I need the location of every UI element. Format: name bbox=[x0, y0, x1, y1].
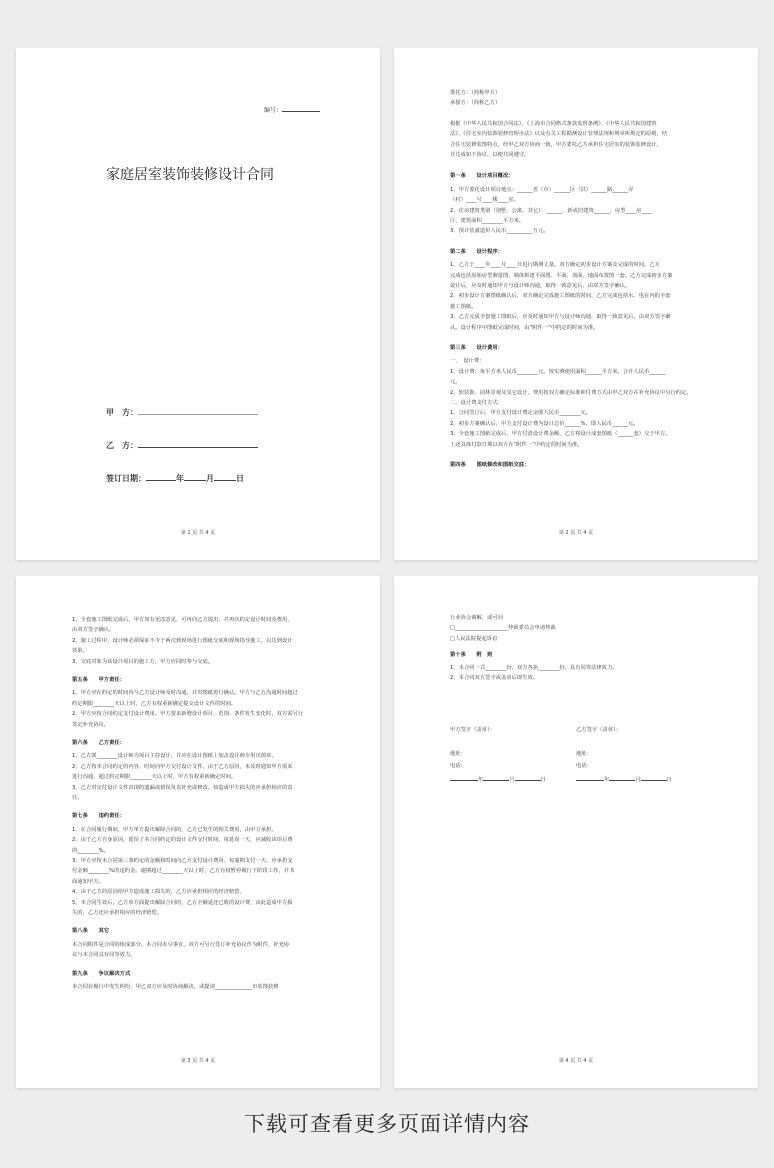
date-month: 月 bbox=[509, 777, 515, 783]
date-day: 日 bbox=[236, 474, 244, 483]
body-line: 由双方签字确认。 bbox=[72, 627, 115, 634]
date-b bbox=[576, 775, 672, 784]
body-line: 行业协会调解，或可向 bbox=[450, 615, 503, 621]
body-line: 并达成如下协议，以便共同遵守。 bbox=[450, 152, 530, 158]
date-year: 年 bbox=[604, 777, 610, 783]
sign-b-label: 乙方签字（盖章）： bbox=[576, 727, 622, 733]
section-heading: 第三条 设计费用： bbox=[450, 345, 503, 351]
section-heading: 第一条 设计项目概况： bbox=[450, 173, 514, 180]
body-line: 3、乙方对交付设计文件出现的遗漏或错误负责补充或修改。如造成甲方损失的应承担相应的责 bbox=[72, 784, 293, 791]
sign-a-label: 甲方签字（盖章）： bbox=[450, 727, 496, 733]
body-line: 任。 bbox=[72, 795, 83, 801]
date-month: 月 bbox=[206, 474, 214, 483]
body-line: 1、全套施工图纸完成后，甲方如有更改意见，可再向乙方提出，并再次约定设计时间及费用， bbox=[72, 617, 293, 623]
body-line: 施工图纸。 bbox=[450, 303, 477, 310]
date-a bbox=[450, 775, 546, 784]
body-line: 3、交底对象为该设计项目的施工方，甲方应同时参与交底。 bbox=[72, 658, 214, 665]
body-line: 进行沟通，超过约定期限________天以上时，甲方有权重新确定时间。 bbox=[72, 774, 237, 781]
body-line: 1、设计费：每平方米人民币________元，按实测使用面积______平方米，合计人民币______ bbox=[450, 368, 666, 375]
section-heading: 第四条 图纸修改和图纸交底： bbox=[450, 462, 530, 468]
section-heading: 第十条 附 则 bbox=[450, 652, 493, 659]
body-line: 厅，建筑面积________平方米。 bbox=[450, 218, 525, 224]
section-heading: 第二条 设计程序： bbox=[450, 248, 503, 255]
party-a-label: 甲 方： bbox=[106, 408, 138, 417]
date-year: 年 bbox=[478, 777, 484, 783]
page-footer: 第 3 页 共 4 页 bbox=[180, 1058, 216, 1064]
date-day: 日 bbox=[540, 777, 546, 783]
body-line: 本合同附件是合同的组成部分。本合同未尽事宜，双方可另行签订补充协议作为附件，补充协 bbox=[72, 941, 290, 948]
body-line: 1、乙方于____年____月____日进行勘测丈量。双方确定初步设计方案及完成的时间。乙方 bbox=[450, 262, 660, 269]
body-line: 合住宅装修装饰特点，经甲乙双方协商一致，甲方委托乙方承担住宅居室的装饰装修设计， bbox=[450, 141, 662, 148]
section-heading: 第九条 争议解决方式 bbox=[72, 970, 131, 977]
page-footer: 第 4 页 共 4 页 bbox=[558, 1058, 594, 1064]
body-line: 委托方：（简称甲方） bbox=[450, 90, 501, 96]
body-line: 1、本合同一式________份，双方各执________份，具有同等法律效力。 bbox=[450, 664, 618, 671]
body-line: 失的，乙方还应承担相应的经济赔偿。 bbox=[72, 910, 163, 916]
contract-cover-page bbox=[16, 48, 380, 560]
section-heading: 第五条 甲方责任： bbox=[72, 677, 125, 683]
body-line: □____________________仲裁委员会申请仲裁 bbox=[450, 625, 556, 632]
body-line: 面通知甲方。 bbox=[72, 878, 104, 885]
address-a: 地址： bbox=[450, 751, 466, 757]
body-line: 上述具体付款日期以双方在“附件一”中约定的时间为准。 bbox=[450, 441, 583, 448]
address-b: 地址： bbox=[576, 751, 592, 757]
body-line: □人民法院提起诉讼 bbox=[450, 635, 498, 642]
body-line: 承接方：（简称乙方） bbox=[450, 100, 501, 107]
body-line: 元。 bbox=[450, 379, 461, 386]
date-month: 月 bbox=[635, 777, 641, 783]
body-line: 2、施工过程中，设计师必须保证不少于两次到现场进行图纸交底和现场指导施工，以达到设计 bbox=[72, 637, 293, 644]
body-line: 二、设计费支付方式： bbox=[450, 400, 503, 406]
sign-date-label: 签订日期： bbox=[106, 474, 146, 483]
body-line: （村）____号____楼____室。 bbox=[450, 197, 519, 204]
body-line: 2、乙方按本合同约定的内容、时间向甲方交付设计文件。由于乙方原因，未及时通知甲方需来 bbox=[72, 763, 293, 770]
section-heading: 第八条 其它 bbox=[72, 928, 110, 935]
body-line: 认。设计程序中图纸完成时间，由“附件一”中约定的时间为准。 bbox=[450, 324, 599, 331]
phone-a: 电话： bbox=[450, 763, 466, 769]
date-day: 日 bbox=[666, 777, 672, 783]
body-line: 议与本合同具有同等效力。 bbox=[72, 952, 136, 959]
body-line: 1、在合同履行期间，甲方单方提出解除合同的，乙方已发生的相关费用，由甲方承担。 bbox=[72, 826, 277, 833]
body-line: 效果。 bbox=[72, 648, 88, 655]
body-line: 2、初步设计方案图纸确认后，双方确定完成施工图纸的时间，乙方完成包括水、电在内的全套 bbox=[450, 293, 671, 300]
body-line: 完成包括原始房型测量图，墙体拆建平面图、平面、顶面、地面布置图一套。乙方完成初步方案 bbox=[450, 272, 673, 279]
date-year: 年 bbox=[176, 474, 184, 483]
body-line: 1、甲方委托设计项目地点：______省（市）______区（县）______路______弄 bbox=[450, 186, 634, 193]
document-title: 家庭居室装饰装修设计合同 bbox=[106, 167, 274, 183]
contract-page-3 bbox=[16, 576, 380, 1088]
section-heading: 第六条 乙方责任： bbox=[72, 740, 125, 746]
body-line: 约定期限________天以上时，乙方有权重新确定提交设计文件的时间。 bbox=[72, 700, 237, 707]
sign-date-row bbox=[106, 474, 244, 484]
body-line: 2、软装饰、园林景观及其它设计，费用按双方确定标准和付费方式由甲乙双方在补充协议中另行约定。 bbox=[450, 389, 692, 396]
body-line: 2、初步方案确认后，甲方支付设计费为设计总价______%，即人民币______元。 bbox=[450, 420, 639, 427]
body-line: 付金额________%的违约金。逾期超过________天以上时，乙方有权暂停履行下阶段工作，并书 bbox=[72, 868, 295, 875]
page-footer: 第 1 页 共 4 页 bbox=[180, 530, 216, 536]
section-heading: 第七条 违约责任： bbox=[72, 813, 125, 820]
body-line: 本合同在履行中发生纠纷，甲乙双方应及时协商解决。或提请______________市装饰装修 bbox=[72, 984, 279, 990]
body-line: 设计后，应及时通知甲方与设计师沟通，取得一致意见后，由双方签字确认。 bbox=[450, 283, 631, 289]
body-line: 3、预计装潢造价人民币__________万元。 bbox=[450, 228, 549, 235]
phone-b: 电话： bbox=[576, 763, 592, 769]
contract-number-label: 编号： bbox=[264, 107, 283, 114]
party-a-row bbox=[106, 408, 258, 418]
party-b-row bbox=[106, 441, 258, 451]
body-line: 3、甲方应按本合同第三条约定的金额和时间向乙方支付设计费用，每逾期支付一天，应承担支 bbox=[72, 858, 293, 864]
body-line: 1、甲方应在约定的时间内与乙方设计师及时沟通，并对图纸进行确认。甲方与乙方沟通时间超过 bbox=[72, 690, 298, 697]
body-line: 的________%。 bbox=[72, 847, 109, 854]
body-line: 1、合同签订后，甲方支付设计费定金即人民币________元。 bbox=[450, 410, 592, 417]
body-line: 1、乙方派________设计师为项目主持设计，并应在设计图纸上加盖设计师专用出图章。 bbox=[72, 753, 277, 760]
page-footer: 第 2 页 共 4 页 bbox=[558, 530, 594, 536]
body-line: 一、 设计费： bbox=[450, 358, 485, 365]
contract-page-2 bbox=[394, 48, 758, 560]
contract-page-4 bbox=[394, 576, 758, 1088]
contract-number bbox=[264, 106, 320, 114]
party-b-label: 乙 方： bbox=[106, 441, 138, 450]
body-line: 4、由于乙方的原因给甲方造成施工损失的，乙方应承担相应的经济赔偿。 bbox=[72, 889, 245, 896]
body-line: 2、由于乙方自身原因，延误了本合同约定的设计文件交付时间，每延误一天，应减收该项目费 bbox=[72, 837, 293, 844]
body-line: 2、本合同双方签字或盖章后即生效。 bbox=[450, 675, 539, 681]
body-line: 签定补充协议。 bbox=[72, 721, 110, 728]
body-line: 2、甲方应按合同约定支付设计费用。甲方要求新增设计项目、范围、条件发生变化时，双方需另行 bbox=[72, 711, 304, 718]
body-line: 根据《中华人民共和国合同法》、《上海市合同格式条款监督条例》、《中华人民共和国建筑 bbox=[450, 120, 657, 127]
body-line: 5、本合同生效后，乙方单方面提出解除合同的，乙方全额退还已收的设计费，由此造成甲方损 bbox=[72, 899, 293, 906]
download-caption: 下载可查看更多页面详情内容 bbox=[244, 1112, 530, 1136]
body-line: 3、全套施工图纸完成后，甲方付清设计费余额，乙方将设计成套图纸（______套）交于甲方。 bbox=[450, 431, 671, 438]
body-line: 2、住房建筑类别（别墅、公寓、其它）：______，新或旧建筑______，房型____房____ bbox=[450, 207, 653, 214]
body-line: 3、乙方完成全套施工图纸后，应及时通知甲方与设计师沟通，取得一致意见后，由双方签字确 bbox=[450, 314, 671, 321]
body-line: 法》、《住宅室内装饰装修管理办法》以及有关工程勘测设计管理法规和规章所规定的原则，结 bbox=[450, 131, 668, 138]
